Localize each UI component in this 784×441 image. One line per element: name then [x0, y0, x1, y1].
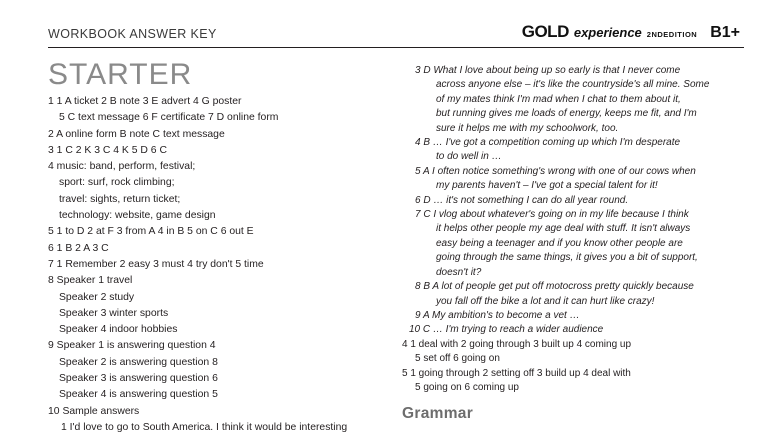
answer-line: Speaker 3 winter sports	[59, 307, 169, 319]
brand-edition: 2NDEDITION	[646, 30, 698, 39]
answer-line: 6 D … it's not something I can do all year round.	[415, 194, 629, 206]
answer-line: it helps other people my age deal with stuff. It isn't always	[436, 223, 691, 235]
answer-line: you fall off the bike a lot and it can hurt like crazy!	[436, 295, 655, 307]
brand-gold: GOLD	[521, 22, 569, 41]
answer-line: 5 C text message 6 F certificate 7 D online form	[59, 112, 279, 124]
answer-line: 8 Speaker 1 travel	[48, 275, 133, 287]
answer-line: 5 going on 6 coming up	[415, 381, 519, 393]
answer-line: 9 A My ambition's to become a vet …	[415, 309, 580, 321]
answer-line: 3 D What I love about being up so early is that I never come	[415, 65, 681, 76]
answer-line: 4 1 deal with 2 going through 3 built up 4 coming up	[402, 338, 632, 350]
brand-experience: experience	[573, 25, 642, 40]
brand-logo	[522, 22, 740, 42]
answer-line: 1 I'd love to go to South America. I think it would be interesting	[61, 421, 348, 433]
answer-line: 5 1 to D 2 at F 3 from A 4 in B 5 on C 6 out E	[48, 226, 254, 238]
answer-line: sport: surf, rock climbing;	[59, 177, 175, 189]
answer-line: to do well in …	[436, 151, 502, 163]
answer-line: technology: website, game design	[59, 210, 216, 222]
answer-line: Speaker 4 indoor hobbies	[59, 324, 178, 336]
answer-line: 5 1 going through 2 setting off 3 build up 4 deal with	[402, 367, 631, 379]
answer-line: sure it helps me with my schoolwork, too.	[436, 122, 619, 134]
answer-line: doesn't it?	[436, 266, 482, 278]
answer-line: 5 A I often notice something's wrong with one of our cows when	[415, 165, 696, 177]
answer-line: 1 1 A ticket 2 B note 3 E advert 4 G poster	[48, 96, 242, 107]
answer-line: Speaker 4 is answering question 5	[59, 389, 218, 401]
grammar-heading: Grammar	[402, 405, 474, 423]
answer-line: 7 C I vlog about whatever's going on in my life because I think	[415, 209, 689, 221]
answer-line: Speaker 2 is answering question 8	[59, 356, 218, 368]
answer-line: of my mates think I'm mad when I chat to them about it,	[436, 93, 681, 105]
answer-line: 6 1 B 2 A 3 C	[48, 242, 109, 254]
answer-line: travel: sights, return ticket;	[59, 193, 181, 205]
answer-line: my parents haven't – I've got a special talent for it!	[436, 180, 658, 192]
answer-line: easy being a teenager and if you know other people are	[436, 237, 683, 249]
right-column	[402, 64, 752, 423]
answer-line: 9 Speaker 1 is answering question 4	[48, 340, 216, 352]
workbook-answer-key-header: WORKBOOK ANSWER KEY	[48, 27, 217, 41]
answer-line: 5 set off 6 going on	[415, 353, 500, 365]
answer-line: Speaker 2 study	[59, 291, 135, 303]
answer-line: 7 1 Remember 2 easy 3 must 4 try don't 5 time	[48, 258, 264, 270]
answer-line: 2 A online form B note C text message	[48, 128, 225, 140]
answer-line: going through the same things, it gives you a bit of support,	[436, 252, 698, 264]
header-rule	[48, 47, 744, 48]
answer-line: 10 Sample answers	[48, 405, 140, 417]
answer-line: 4 B … I've got a competition coming up which I'm desperate	[415, 137, 681, 149]
left-column	[48, 60, 388, 436]
answer-line: 8 B A lot of people get put off motocross pretty quickly because	[415, 281, 694, 293]
level-badge: B1+	[710, 24, 740, 41]
answer-line: across anyone else – it's like the countryside's all mine. Some	[436, 79, 710, 91]
answer-line: 3 1 C 2 K 3 C 4 K 5 D 6 C	[48, 144, 167, 156]
answer-line: but running gives me loads of energy, keeps me fit, and I'm	[436, 108, 697, 120]
answer-line: Speaker 3 is answering question 6	[59, 373, 218, 385]
section-title: STARTER	[48, 58, 193, 91]
answer-line: 4 music: band, perform, festival;	[48, 161, 196, 173]
answer-line: 10 C … I'm trying to reach a wider audience	[409, 324, 604, 336]
